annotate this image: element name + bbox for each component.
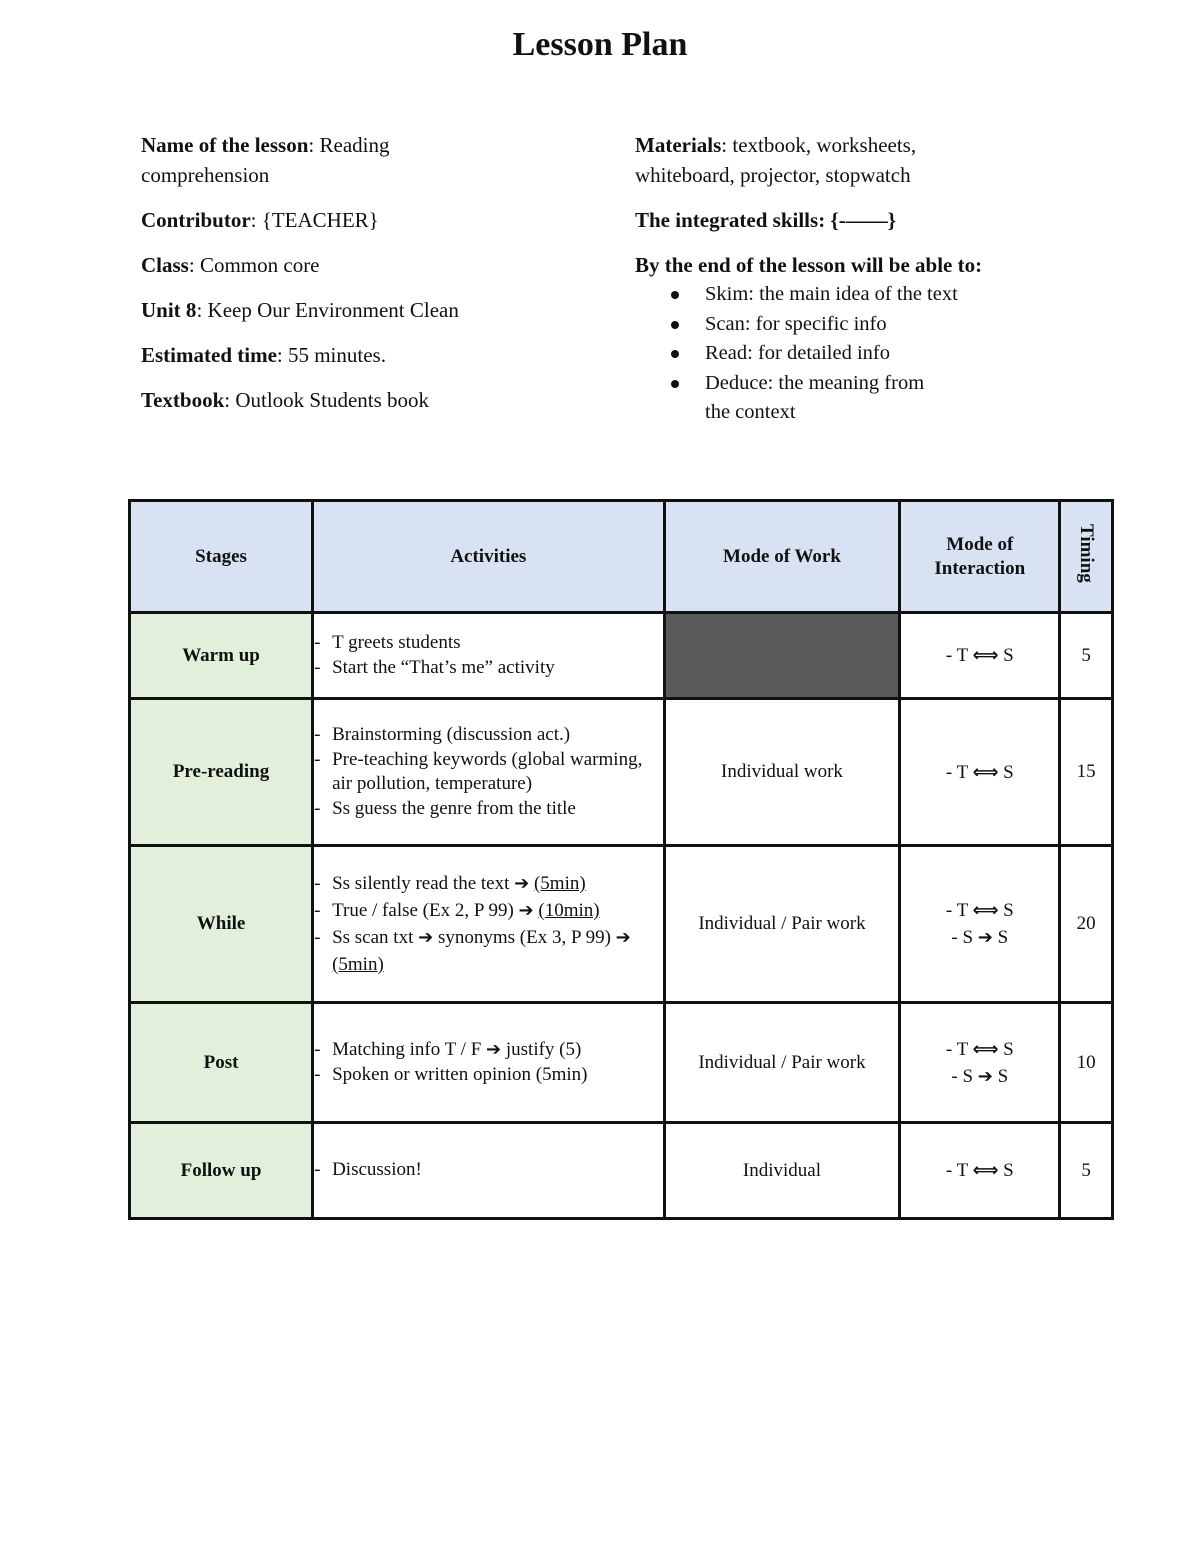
textbook-value: : Outlook Students book [224, 388, 430, 412]
interaction-from: T [956, 1160, 968, 1181]
activity-item: - Spoken or written opinion (5min) [314, 1063, 663, 1088]
textbook-label: Textbook [141, 388, 225, 412]
timing-cell: 5 [1060, 1123, 1113, 1219]
activity-duration: (5min) [533, 873, 586, 894]
objectives-heading [635, 250, 1015, 280]
mode-of-work-cell: Individual / Pair work [664, 1003, 900, 1123]
activity-text: Ss silently read the text [332, 873, 510, 894]
arrow-right-icon: ➔ [486, 1039, 502, 1060]
lesson-name [141, 130, 481, 190]
activity-text: True / false (Ex 2, P 99) [332, 900, 514, 921]
bidirectional-arrow-icon: ⟺ [972, 761, 999, 783]
table-row [130, 1123, 1113, 1219]
interaction-from: T [956, 645, 968, 666]
interaction-line: - S ➔ S [951, 927, 1009, 948]
activities-cell [313, 1123, 665, 1219]
table-row [130, 613, 1113, 699]
interaction-to: S [1003, 1038, 1014, 1060]
class-info [141, 250, 481, 280]
mode-of-work-cell: Individual / Pair work [664, 846, 900, 1003]
mode-of-work-cell: Individual [664, 1123, 900, 1219]
activity-item: - Ss guess the genre from the title [314, 797, 663, 822]
interaction-from: T [956, 1038, 968, 1060]
activity-item [314, 870, 663, 897]
activity-text: Ss scan txt [332, 927, 414, 948]
activity-duration: (10min) [538, 900, 600, 921]
activity-text: Matching info T / F [332, 1039, 482, 1060]
table-row [130, 846, 1113, 1003]
activity-item: - Discussion! [314, 1158, 663, 1183]
activity-item: - Pre-teaching keywords (global warming, air pollution, temperature) [314, 748, 663, 797]
lesson-name-value: : Reading comprehension [141, 133, 390, 187]
activity-duration: (5min) [332, 954, 384, 975]
activity-item [314, 1038, 663, 1063]
table-row [130, 699, 1113, 846]
header-mode-of-interaction-text: Mode of Interaction [934, 533, 1026, 579]
activity-detail: justify (5) [505, 1039, 582, 1060]
interaction-to: S [1003, 1160, 1014, 1181]
stage-cell: Warm up [130, 613, 313, 699]
lesson-info-right [635, 130, 1015, 427]
header-activities: Activities [313, 501, 665, 613]
activities-cell [313, 846, 665, 1003]
stage-cell: Post [130, 1003, 313, 1123]
interaction-cell: - T ⟺ S [900, 1123, 1060, 1219]
objectives-heading-text: By the end of the lesson will be able to: [635, 253, 983, 277]
estimated-time [141, 340, 481, 370]
interaction-line: - S ➔ S [951, 1065, 1009, 1087]
table-header-row [130, 501, 1113, 613]
unit-info [141, 295, 481, 325]
interaction-to: S [1003, 900, 1014, 921]
timing-cell: 5 [1060, 613, 1113, 699]
arrow-right-icon: ➔ [615, 927, 631, 948]
bidirectional-arrow-icon: ⟺ [972, 900, 999, 921]
interaction-from: S [962, 927, 974, 948]
interaction-line: - T ⟺ S [945, 1038, 1014, 1060]
list-item: Skim: the main idea of the text [635, 280, 1005, 310]
contributor [141, 205, 481, 235]
unit-label: Unit 8 [141, 298, 197, 322]
header-stages: Stages [130, 501, 313, 613]
activity-item: - T greets students [314, 631, 663, 656]
stage-cell: While [130, 846, 313, 1003]
stage-cell: Pre-reading [130, 699, 313, 846]
interaction-cell [900, 1003, 1060, 1123]
interaction-to: S [1003, 645, 1014, 666]
interaction-cell: - T ⟺ S [900, 699, 1060, 846]
activity-detail: synonyms (Ex 3, P 99) [437, 927, 611, 948]
materials-value: : textbook, worksheets, whiteboard, projector, stopwatch [635, 133, 917, 187]
activities-cell [313, 1003, 665, 1123]
list-item: Scan: for specific info [635, 310, 1005, 340]
skills-value: : {-––––} [818, 208, 896, 232]
activities-cell [313, 699, 665, 846]
interaction-from: T [956, 900, 968, 921]
lesson-plan-table [128, 499, 1114, 1220]
activity-item [314, 924, 663, 978]
activity-item [314, 897, 663, 924]
bidirectional-arrow-icon: ⟺ [972, 1160, 999, 1181]
mode-of-work-cell [664, 613, 900, 699]
interaction-to: S [1003, 761, 1014, 783]
lesson-info-left [141, 130, 481, 430]
activity-item: - Start the “That’s me” activity [314, 656, 663, 681]
arrow-right-icon: ➔ [418, 927, 434, 948]
interaction-cell [900, 846, 1060, 1003]
arrow-right-icon: ➔ [514, 873, 530, 894]
interaction-from: T [956, 761, 968, 783]
time-value: : 55 minutes. [276, 343, 386, 367]
unit-value: : Keep Our Environment Clean [196, 298, 459, 322]
skills-label: The integrated skills [635, 208, 819, 232]
contributor-label: Contributor [141, 208, 251, 232]
list-item: Deduce: the meaning from the context [635, 369, 1005, 427]
timing-cell: 15 [1060, 699, 1113, 846]
timing-cell: 10 [1060, 1003, 1113, 1123]
class-value: : Common core [188, 253, 320, 277]
materials [635, 130, 1015, 190]
list-item: Read: for detailed info [635, 339, 1005, 369]
interaction-to: S [997, 1065, 1009, 1087]
lesson-name-label: Name of the lesson [141, 133, 309, 157]
activities-cell [313, 613, 665, 699]
contributor-value: : {TEACHER} [250, 208, 379, 232]
header-timing [1060, 501, 1113, 613]
timing-cell: 20 [1060, 846, 1113, 1003]
activity-item: - Brainstorming (discussion act.) [314, 723, 663, 748]
header-mode-of-interaction [900, 501, 1060, 613]
interaction-from: S [962, 1065, 974, 1087]
class-label: Class [141, 253, 189, 277]
arrow-right-icon: ➔ [977, 927, 993, 948]
table-row [130, 1003, 1113, 1123]
arrow-right-icon: ➔ [977, 1065, 993, 1087]
page-title: Lesson Plan [512, 26, 688, 63]
textbook-info [141, 385, 481, 415]
bidirectional-arrow-icon: ⟺ [972, 1038, 999, 1060]
mode-of-work-cell: Individual work [664, 699, 900, 846]
time-label: Estimated time [141, 343, 277, 367]
objectives-list [635, 280, 1005, 427]
interaction-to: S [997, 927, 1009, 948]
interaction-cell: - T ⟺ S [900, 613, 1060, 699]
integrated-skills [635, 205, 1015, 235]
header-timing-text: Timing [1076, 524, 1098, 583]
arrow-right-icon: ➔ [518, 900, 534, 921]
materials-label: Materials [635, 133, 722, 157]
interaction-line: - T ⟺ S [945, 900, 1014, 921]
bidirectional-arrow-icon: ⟺ [972, 645, 999, 666]
stage-cell: Follow up [130, 1123, 313, 1219]
header-mode-of-work: Mode of Work [664, 501, 900, 613]
